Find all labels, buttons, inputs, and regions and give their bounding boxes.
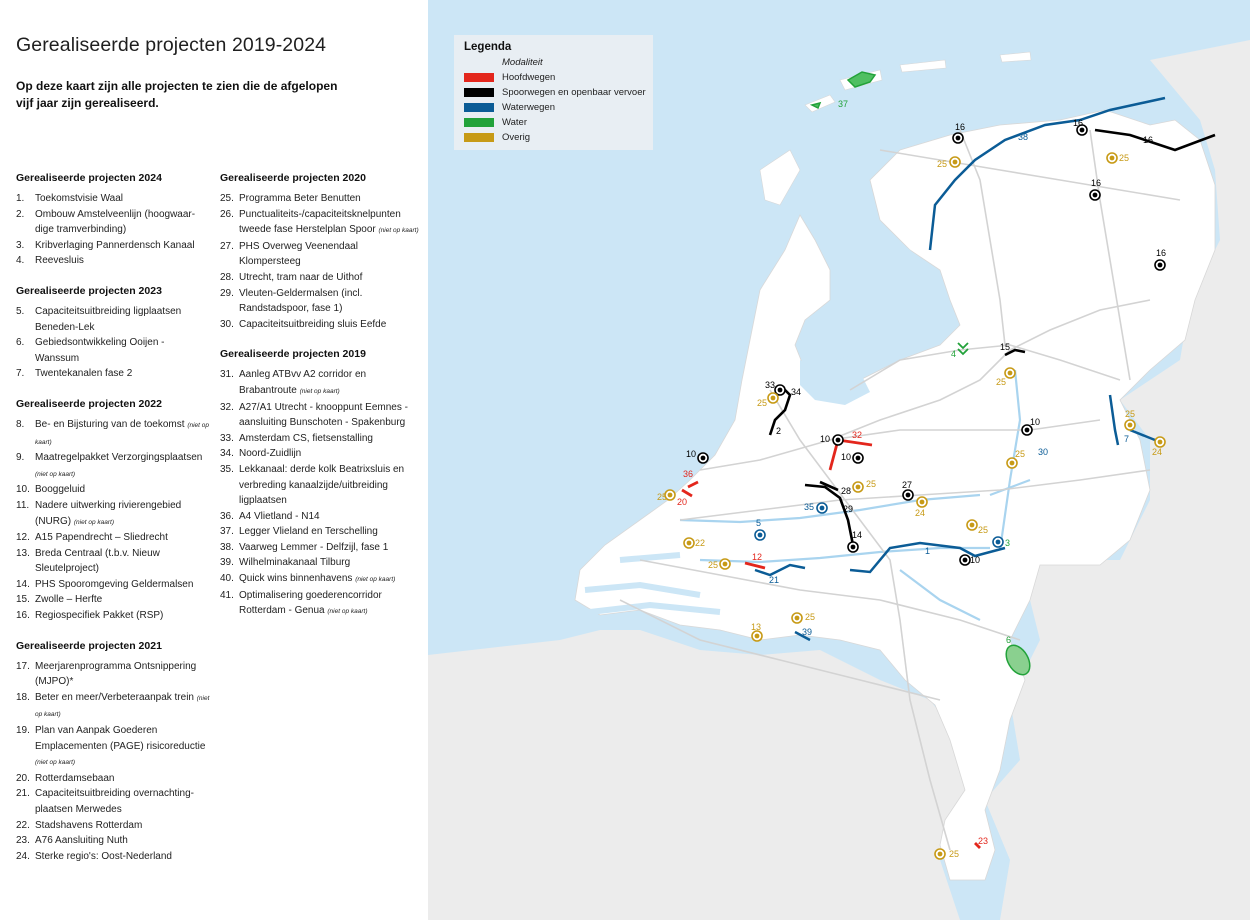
project-name-wrap bbox=[35, 546, 211, 577]
project-item bbox=[220, 286, 420, 317]
rail-marker[interactable] bbox=[903, 490, 913, 500]
marker-label: 37 bbox=[838, 99, 849, 109]
legend-label: Spoorwegen en openbaar vervoer bbox=[502, 86, 646, 98]
project-name-wrap bbox=[35, 608, 211, 624]
project-name-wrap bbox=[239, 509, 420, 525]
legend-item-overig bbox=[464, 130, 530, 144]
project-name: Rotterdamsebaan bbox=[35, 772, 115, 784]
overig-marker[interactable] bbox=[853, 482, 863, 492]
project-name: Twentekanalen fase 2 bbox=[35, 368, 133, 380]
swatch-red bbox=[464, 73, 494, 82]
project-number: 3. bbox=[16, 239, 25, 251]
project-name: Quick wins binnenhavens bbox=[239, 573, 353, 585]
marker-label: 36 bbox=[683, 469, 694, 479]
project-name-wrap bbox=[35, 253, 211, 269]
project-name-wrap bbox=[35, 849, 211, 865]
section-heading: Gerealiseerde projecten 2023 bbox=[16, 284, 162, 297]
overig-marker[interactable] bbox=[1125, 420, 1135, 430]
project-number: 35. bbox=[220, 463, 234, 475]
overig-marker[interactable] bbox=[684, 538, 694, 548]
project-section bbox=[16, 398, 211, 624]
project-number: 31. bbox=[220, 369, 234, 381]
project-item bbox=[220, 462, 420, 509]
project-number: 22. bbox=[16, 819, 30, 831]
project-item bbox=[220, 367, 420, 399]
project-item bbox=[220, 317, 420, 333]
marker-label: 21 bbox=[769, 575, 780, 585]
overig-marker[interactable] bbox=[752, 631, 762, 641]
marker-label: 24 bbox=[1152, 447, 1163, 457]
marker-label: 25 bbox=[1015, 449, 1026, 459]
marker-label: 29 bbox=[843, 504, 854, 514]
project-name: Toekomstvisie Waal bbox=[35, 193, 123, 204]
marker-label: 33 bbox=[765, 380, 776, 390]
project-name: Aanleg ATBvv A2 corridor en Brabantroute bbox=[239, 369, 367, 396]
marker-label: 7 bbox=[1124, 434, 1130, 444]
marker-label: 25 bbox=[657, 492, 668, 502]
marker-label: 16 bbox=[1143, 135, 1154, 145]
project-name-wrap bbox=[35, 771, 211, 787]
marker-label: 16 bbox=[955, 122, 966, 132]
marker-label: 13 bbox=[751, 622, 762, 632]
project-name: Optimalisering goederencorridor Rotterdam - Genua bbox=[239, 589, 382, 617]
not-on-map-note: (niet op kaart) bbox=[35, 694, 210, 719]
project-name-wrap bbox=[35, 659, 211, 690]
project-item bbox=[220, 400, 420, 431]
project-number: 19. bbox=[16, 725, 30, 737]
project-name: Ombouw Amstelveenlijn (hoogwaar-dige tramverbinding) bbox=[35, 208, 196, 236]
waterway-marker[interactable] bbox=[755, 530, 765, 540]
marker-label: 16 bbox=[1073, 118, 1084, 128]
project-item bbox=[16, 207, 211, 238]
project-item bbox=[16, 690, 211, 723]
project-section bbox=[16, 285, 211, 382]
marker-label: 25 bbox=[757, 398, 768, 408]
marker-label: 10 bbox=[970, 555, 981, 565]
marker-label: 6 bbox=[1006, 635, 1012, 645]
project-name: Reevesluis bbox=[35, 255, 84, 267]
project-number: 9. bbox=[16, 452, 25, 464]
project-number: 2. bbox=[16, 208, 25, 220]
project-name: Regiospecifiek Pakket (RSP) bbox=[35, 610, 164, 622]
project-name-wrap bbox=[239, 317, 420, 333]
swatch-gold bbox=[464, 133, 494, 142]
marker-label: 15 bbox=[1000, 342, 1011, 352]
overig-marker[interactable] bbox=[1155, 437, 1165, 447]
project-name-wrap bbox=[35, 818, 211, 834]
project-name: Utrecht, tram naar de Uithof bbox=[239, 271, 363, 283]
marker-label: 10 bbox=[686, 449, 697, 459]
project-list-column-2 bbox=[220, 172, 420, 636]
waterway-marker[interactable] bbox=[993, 537, 1003, 547]
project-name-wrap bbox=[35, 335, 211, 366]
project-number: 12. bbox=[16, 532, 30, 544]
project-item bbox=[220, 207, 420, 239]
marker-label: 39 bbox=[802, 627, 813, 637]
swatch-green bbox=[464, 118, 494, 127]
not-on-map-note: (niet op kaart) bbox=[35, 470, 76, 478]
project-name-wrap bbox=[35, 592, 211, 608]
project-name-wrap bbox=[239, 446, 420, 462]
project-item bbox=[16, 366, 211, 382]
not-on-map-note: (niet op kaart) bbox=[327, 608, 368, 616]
legend-subtitle: Modaliteit bbox=[502, 57, 543, 68]
section-heading: Gerealiseerde projecten 2022 bbox=[16, 397, 162, 410]
marker-label: 16 bbox=[1091, 178, 1102, 188]
legend-item-waterwegen bbox=[464, 100, 555, 114]
project-item bbox=[16, 659, 211, 690]
project-number: 36. bbox=[220, 510, 234, 522]
project-number: 23. bbox=[16, 835, 30, 847]
marker-label: 12 bbox=[752, 552, 763, 562]
project-name-wrap bbox=[35, 450, 211, 482]
not-on-map-note: (niet op kaart) bbox=[299, 387, 340, 395]
project-name: A4 Vlietland - N14 bbox=[239, 510, 320, 522]
marker-label: 25 bbox=[805, 612, 816, 622]
overig-marker[interactable] bbox=[917, 497, 927, 507]
marker-label: 38 bbox=[1018, 132, 1029, 142]
project-name: Capaciteitsuitbreiding ligplaatsen Beneden-Lek bbox=[35, 305, 182, 333]
project-section bbox=[220, 348, 420, 620]
project-item bbox=[220, 446, 420, 462]
overig-marker[interactable] bbox=[950, 157, 960, 167]
rail-marker[interactable] bbox=[853, 453, 863, 463]
project-number: 40. bbox=[220, 573, 234, 585]
project-number: 13. bbox=[16, 547, 30, 559]
project-name: Amsterdam CS, fietsenstalling bbox=[239, 432, 373, 444]
project-name-wrap bbox=[239, 588, 420, 620]
project-item bbox=[220, 524, 420, 540]
project-number: 11. bbox=[16, 499, 30, 511]
project-item bbox=[16, 253, 211, 269]
project-name-wrap bbox=[35, 366, 211, 382]
project-name-wrap bbox=[239, 462, 420, 509]
marker-label: 25 bbox=[1119, 153, 1130, 163]
project-number: 10. bbox=[16, 484, 30, 496]
not-on-map-note: (niet op kaart) bbox=[73, 518, 114, 526]
marker-label: 25 bbox=[866, 479, 877, 489]
marker-label: 1 bbox=[925, 546, 931, 556]
marker-label: 5 bbox=[756, 518, 762, 528]
project-item bbox=[16, 771, 211, 787]
project-name: Capaciteitsuitbreiding sluis Eefde bbox=[239, 318, 387, 330]
project-name-wrap bbox=[35, 304, 211, 335]
project-item bbox=[16, 818, 211, 834]
project-item bbox=[16, 577, 211, 593]
project-name-wrap bbox=[35, 690, 211, 723]
project-name-wrap bbox=[239, 555, 420, 571]
project-name-wrap bbox=[239, 571, 420, 588]
project-item bbox=[16, 335, 211, 366]
rail-marker[interactable] bbox=[1090, 190, 1100, 200]
project-name: Gebiedsontwikkeling Ooijen - Wanssum bbox=[35, 337, 165, 364]
project-name: Kribverlaging Pannerdensch Kanaal bbox=[35, 239, 195, 251]
project-name: Punctualiteits-/capaciteitsknelpunten tweede fase Herstelplan Spoor bbox=[239, 208, 401, 236]
legend-item-water bbox=[464, 115, 527, 129]
marker-label: 10 bbox=[841, 452, 852, 462]
overig-marker[interactable] bbox=[1107, 153, 1117, 163]
not-on-map-note: (niet op kaart) bbox=[35, 421, 209, 446]
project-number: 30. bbox=[220, 318, 234, 330]
project-name-wrap bbox=[35, 238, 211, 254]
section-heading: Gerealiseerde projecten 2021 bbox=[16, 639, 162, 652]
overig-marker[interactable] bbox=[720, 559, 730, 569]
project-number: 39. bbox=[220, 557, 234, 569]
marker-label: 35 bbox=[804, 502, 815, 512]
project-name: Beter en meer/Verbeteraanpak trein bbox=[35, 691, 194, 703]
project-item bbox=[220, 239, 420, 270]
project-name-wrap bbox=[239, 524, 420, 540]
project-number: 33. bbox=[220, 432, 234, 444]
project-number: 1. bbox=[16, 193, 25, 204]
marker-label: 34 bbox=[791, 387, 802, 397]
project-number: 5. bbox=[16, 305, 25, 317]
project-item bbox=[16, 546, 211, 577]
rail-marker[interactable] bbox=[953, 133, 963, 143]
project-item bbox=[220, 270, 420, 286]
project-item bbox=[16, 608, 211, 624]
not-on-map-note: (niet op kaart) bbox=[378, 227, 419, 235]
project-item bbox=[220, 555, 420, 571]
project-name-wrap bbox=[239, 207, 420, 239]
project-number: 34. bbox=[220, 448, 234, 460]
page-title: Gerealiseerde projecten 2019-2024 bbox=[16, 34, 327, 56]
project-name-wrap bbox=[239, 400, 420, 431]
project-number: 41. bbox=[220, 589, 234, 601]
legend-label: Water bbox=[502, 116, 527, 128]
project-item bbox=[16, 238, 211, 254]
not-on-map-note: (niet op kaart) bbox=[35, 759, 76, 767]
project-name: Vleuten-Geldermalsen (incl. Randstadspoor, fase 1) bbox=[239, 287, 363, 315]
project-number: 15. bbox=[16, 594, 30, 606]
marker-label: 10 bbox=[820, 434, 831, 444]
project-name-wrap bbox=[35, 417, 211, 450]
project-name-wrap bbox=[35, 191, 211, 207]
marker-label: 27 bbox=[902, 480, 913, 490]
project-name: Booggeluid bbox=[35, 484, 86, 496]
marker-label: 28 bbox=[841, 486, 852, 496]
project-number: 25. bbox=[220, 193, 234, 204]
legend-item-spoor bbox=[464, 85, 646, 99]
project-item bbox=[16, 723, 211, 771]
marker-label: 24 bbox=[915, 508, 926, 518]
project-section bbox=[220, 172, 420, 332]
project-item bbox=[16, 849, 211, 865]
project-name: Plan van Aanpak Goederen Emplacementen (PAGE) risicoreductie bbox=[35, 725, 206, 752]
project-list-column-1 bbox=[16, 172, 211, 880]
project-number: 16. bbox=[16, 610, 30, 622]
marker-label: 22 bbox=[695, 538, 706, 548]
marker-label: 20 bbox=[677, 497, 688, 507]
waterway-marker[interactable] bbox=[817, 503, 827, 513]
project-name-wrap bbox=[239, 540, 420, 556]
rail-marker[interactable] bbox=[1155, 260, 1165, 270]
project-item bbox=[16, 191, 211, 207]
marker-label: 25 bbox=[949, 849, 960, 859]
project-number: 37. bbox=[220, 526, 234, 538]
project-number: 29. bbox=[220, 287, 234, 299]
project-section bbox=[16, 640, 211, 865]
project-item bbox=[220, 588, 420, 620]
project-name: Lekkanaal: derde kolk Beatrixsluis en verbreding kanaalzijde/uitbreiding ligplaatsen bbox=[239, 463, 405, 507]
overig-marker[interactable] bbox=[792, 613, 802, 623]
project-name-wrap bbox=[239, 431, 420, 447]
project-name: Stadshavens Rotterdam bbox=[35, 819, 143, 831]
overig-marker[interactable] bbox=[768, 393, 778, 403]
legend-text-panel bbox=[0, 0, 428, 920]
project-name: PHS Spooromgeving Geldermalsen bbox=[35, 578, 194, 590]
project-name: PHS Overweg Veenendaal Klompersteeg bbox=[239, 240, 358, 268]
project-name: Wilhelminakanaal Tilburg bbox=[239, 557, 351, 569]
legend-label: Overig bbox=[502, 131, 530, 143]
project-item bbox=[16, 498, 211, 530]
project-name-wrap bbox=[35, 498, 211, 530]
project-number: 21. bbox=[16, 788, 30, 800]
project-item bbox=[16, 786, 211, 817]
project-number: 6. bbox=[16, 337, 25, 349]
project-item bbox=[16, 450, 211, 482]
section-heading: Gerealiseerde projecten 2024 bbox=[16, 172, 162, 184]
project-item bbox=[220, 540, 420, 556]
project-name: A76 Aansluiting Nuth bbox=[35, 835, 128, 847]
marker-label: 10 bbox=[1030, 417, 1041, 427]
project-name-wrap bbox=[239, 367, 420, 399]
legend-title: Legenda bbox=[464, 41, 512, 53]
project-name: Zwolle – Herfte bbox=[35, 594, 103, 606]
marker-label: 16 bbox=[1156, 248, 1167, 258]
marker-label: 2 bbox=[776, 426, 782, 436]
project-name-wrap bbox=[35, 482, 211, 498]
project-number: 27. bbox=[220, 240, 234, 252]
project-item bbox=[16, 482, 211, 498]
project-item bbox=[220, 571, 420, 588]
legend-label: Waterwegen bbox=[502, 101, 555, 113]
marker-label: 25 bbox=[978, 525, 989, 535]
marker-label: 4 bbox=[951, 349, 957, 359]
project-number: 14. bbox=[16, 578, 30, 590]
project-name: Sterke regio's: Oost-Nederland bbox=[35, 850, 172, 862]
overig-marker[interactable] bbox=[1005, 368, 1015, 378]
legend-item-hoofdwegen bbox=[464, 70, 555, 84]
project-name: Noord-Zuidlijn bbox=[239, 448, 302, 460]
project-name-wrap bbox=[239, 270, 420, 286]
project-name: Be- en Bijsturing van de toekomst bbox=[35, 418, 185, 430]
project-item bbox=[16, 417, 211, 450]
map-legend bbox=[454, 35, 653, 150]
project-name-wrap bbox=[35, 207, 211, 238]
marker-label: 25 bbox=[708, 560, 719, 570]
project-name: A27/A1 Utrecht - knooppunt Eemnes - aansluiting Bunschoten - Spakenburg bbox=[239, 401, 408, 429]
project-name: Capaciteitsuitbreiding overnachting-plaatsen Merwedes bbox=[35, 788, 194, 815]
not-on-map-note: (niet op kaart) bbox=[355, 576, 396, 584]
project-name-wrap bbox=[239, 286, 420, 317]
rail-marker[interactable] bbox=[698, 453, 708, 463]
rail-marker[interactable] bbox=[833, 435, 843, 445]
project-number: 38. bbox=[220, 541, 234, 553]
marker-label: 25 bbox=[1125, 409, 1136, 419]
swatch-black bbox=[464, 88, 494, 97]
marker-label: 14 bbox=[852, 530, 863, 540]
project-name-wrap bbox=[35, 577, 211, 593]
marker-label: 23 bbox=[978, 836, 989, 846]
project-number: 18. bbox=[16, 691, 30, 703]
project-number: 4. bbox=[16, 255, 25, 267]
project-number: 32. bbox=[220, 401, 234, 413]
project-number: 20. bbox=[16, 772, 30, 784]
intro-text: Op deze kaart zijn alle projecten te zien die de afgelopen vijf jaar zijn gerealiseerd. bbox=[16, 79, 338, 110]
project-name: Meerjarenprogramma Ontsnippering (MJPO)* bbox=[35, 660, 197, 688]
project-name-wrap bbox=[239, 191, 420, 207]
project-item bbox=[16, 304, 211, 335]
project-number: 24. bbox=[16, 850, 30, 862]
project-name: Legger Vlieland en Terschelling bbox=[239, 526, 378, 538]
project-name-wrap bbox=[35, 723, 211, 771]
project-name: A15 Papendrecht – Sliedrecht bbox=[35, 532, 168, 544]
project-name-wrap bbox=[239, 239, 420, 270]
project-name: Programma Beter Benutten bbox=[239, 193, 361, 204]
project-number: 17. bbox=[16, 660, 30, 672]
project-name: Vaarweg Lemmer - Delfzijl, fase 1 bbox=[239, 541, 389, 553]
section-heading: Gerealiseerde projecten 2019 bbox=[220, 348, 366, 361]
project-item bbox=[220, 431, 420, 447]
project-number: 28. bbox=[220, 271, 234, 283]
marker-label: 3 bbox=[1005, 538, 1011, 548]
rail-marker[interactable] bbox=[960, 555, 970, 565]
project-name: Nadere uitwerking rivierengebied (NURG) bbox=[35, 499, 182, 527]
project-item bbox=[220, 509, 420, 525]
section-heading: Gerealiseerde projecten 2020 bbox=[220, 172, 366, 184]
overig-marker[interactable] bbox=[967, 520, 977, 530]
project-name: Maatregelpakket Verzorgingsplaatsen bbox=[35, 452, 203, 464]
project-name-wrap bbox=[35, 833, 211, 849]
project-name: Breda Centraal (t.b.v. Nieuw Sleutelproject) bbox=[35, 547, 160, 575]
project-number: 8. bbox=[16, 418, 25, 430]
project-name-wrap bbox=[35, 786, 211, 817]
project-item bbox=[16, 833, 211, 849]
project-name-wrap bbox=[35, 530, 211, 546]
project-section bbox=[16, 172, 211, 269]
project-number: 7. bbox=[16, 368, 25, 380]
project-item bbox=[16, 592, 211, 608]
project-item bbox=[220, 191, 420, 207]
swatch-blue bbox=[464, 103, 494, 112]
overig-marker[interactable] bbox=[1007, 458, 1017, 468]
marker-label: 32 bbox=[852, 430, 863, 440]
marker-label: 30 bbox=[1038, 447, 1049, 457]
legend-label: Hoofdwegen bbox=[502, 71, 556, 83]
marker-label: 25 bbox=[937, 159, 948, 169]
overig-marker[interactable] bbox=[935, 849, 945, 859]
rail-marker[interactable] bbox=[848, 542, 858, 552]
project-number: 26. bbox=[220, 208, 234, 220]
marker-label: 25 bbox=[996, 377, 1007, 387]
project-item bbox=[16, 530, 211, 546]
